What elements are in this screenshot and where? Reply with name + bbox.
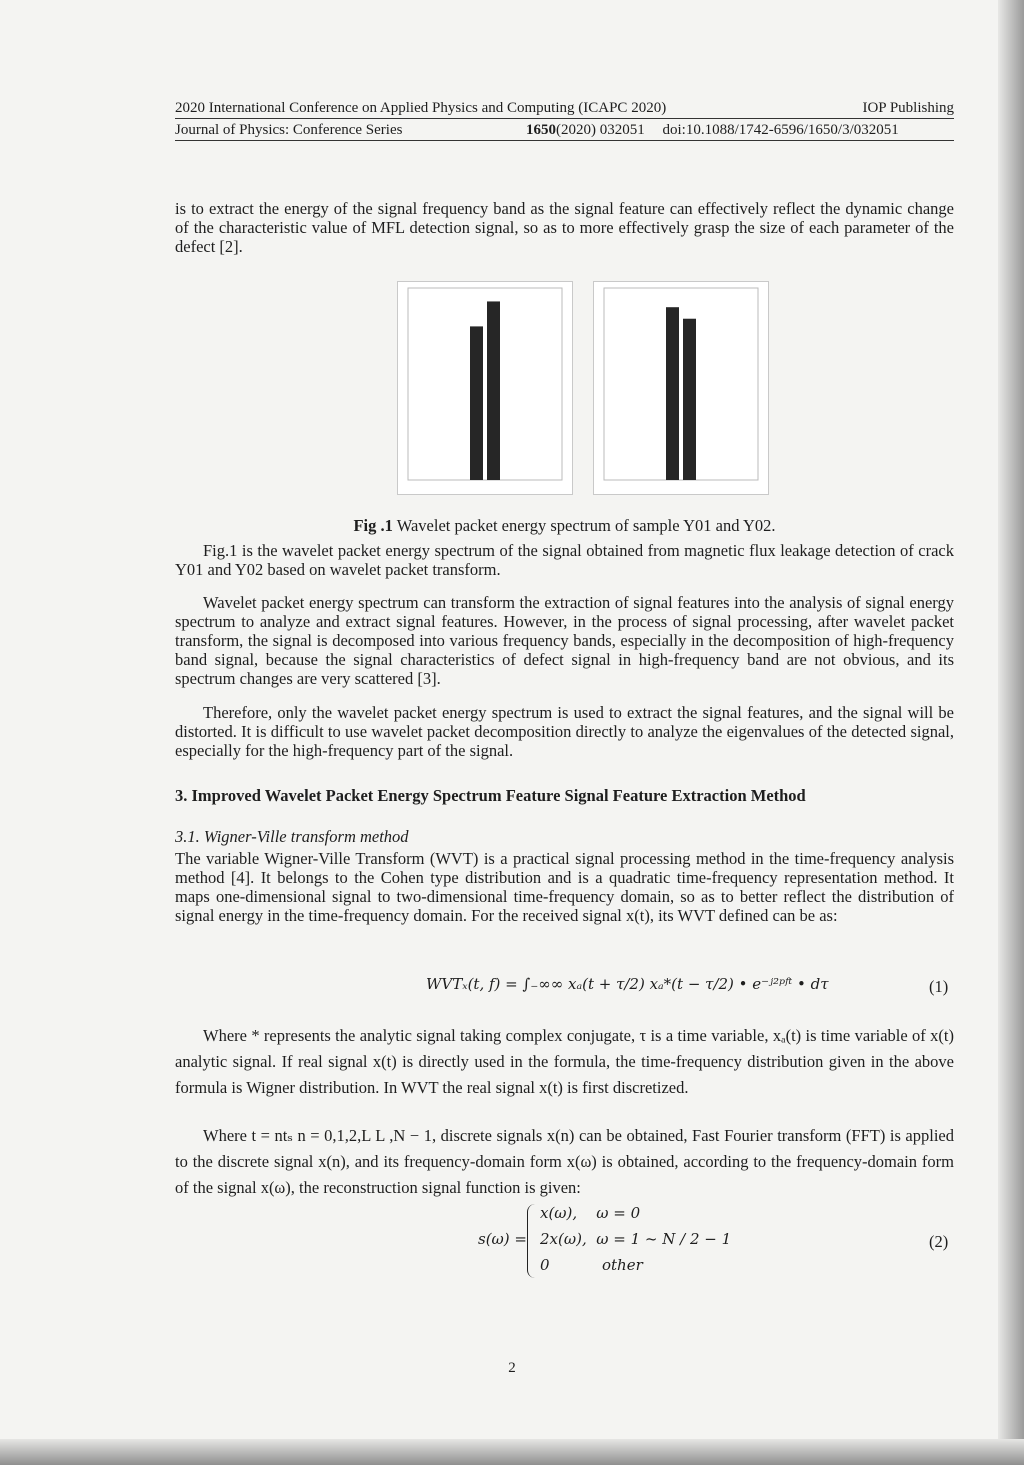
paragraph-wvt-definitions: Where * represents the analytic signal taking complex conjugate, τ is a time variable, xₐ(t) is time variable of x(t) analytic signal. If real signal x(t) is directly used in the formula, the time-frequency distribution given in the above formula is Wigner distribution. In WVT the real signal x(t) is first discretized.: [175, 1026, 954, 1097]
figure-caption-label: Fig .1: [353, 516, 393, 535]
header-rule-top: [175, 118, 954, 119]
equation-1: WVTₓ(t, f) = ∫₋∞∞ xₐ(t + τ/2) xₐ*(t − τ/2) • e⁻ʲ²ᵖᶠᵗ • dτ: [426, 975, 829, 993]
chart-bar-1: [470, 326, 483, 480]
paragraph-wvt-intro: The variable Wigner-Ville Transform (WVT) is a practical signal processing method in the time-frequency analysis method [4]. It belongs to the Cohen type distribution and is a quadratic time-frequency representation method. It maps one-dimensional signal to two-dimensional time-frequency domain, so as to better reflect the distribution of signal energy in the time-frequency domain. For the received signal x(t), its WVT defined can be as:: [175, 849, 954, 925]
figure-caption: [175, 516, 954, 536]
equation-2-case-3: 0 other: [540, 1256, 643, 1274]
intro-paragraph: is to extract the energy of the signal frequency band as the signal feature can effectively reflect the dynamic change of the characteristic value of MFL detection signal, so as to more effectively grasp the size of each parameter of the defect [2].: [175, 199, 954, 256]
chart-panel-y02: [593, 281, 769, 495]
equation-2-lhs: s(ω) =: [478, 1230, 527, 1248]
chart-svg-y01: [398, 282, 572, 494]
chart-bar-1: [666, 307, 679, 480]
header-doi: doi:10.1088/1742-6596/1650/3/032051: [662, 122, 899, 138]
section-heading-3: 3. Improved Wavelet Packet Energy Spectrum Feature Signal Feature Extraction Method: [175, 786, 806, 805]
figure-caption-text: Wavelet packet energy spectrum of sample Y01 and Y02.: [392, 516, 776, 535]
paragraph-distortion: Therefore, only the wavelet packet energy spectrum is used to extract the signal features, and the signal will be distorted. It is difficult to use wavelet packet decomposition directly to analyze the eigenvalues of the detected signal, especially for the high-frequency part of the signal.: [175, 703, 954, 760]
equation-2-case-1: x(ω), ω = 0: [540, 1204, 641, 1222]
paragraph-energy-spectrum: Wavelet packet energy spectrum can transform the extraction of signal features into the analysis of signal energy spectrum to analyze and extract signal features. However, in the process of signal processing, after wavelet packet transform, the signal is decomposed into various frequency bands, especially in the decomposition of high-frequency band signal, because the signal characteristics of defect signal in high-frequency band are not obvious, and its spectrum changes are very scattered [3].: [175, 593, 954, 688]
header-volume: 1650: [526, 122, 556, 138]
equation-1-number: (1): [929, 977, 949, 996]
paragraph-discretization: Where t = ntₛ n = 0,1,2,L L ,N − 1, discrete signals x(n) can be obtained, Fast Fourier transform (FFT) is applied to the discrete signal x(n), and its frequency-domain form x(ω) is obtained, according to the frequency-domain form of the signal x(ω), the reconstruction signal function is given:: [175, 1126, 954, 1197]
paragraph-fig-description: Fig.1 is the wavelet packet energy spectrum of the signal obtained from magnetic flux leakage detection of crack Y01 and Y02 based on wavelet packet transform.: [175, 541, 954, 579]
chart-bar-2: [487, 301, 500, 480]
page-number: 2: [508, 1360, 516, 1376]
scan-edge-right: [998, 0, 1024, 1465]
header-rule-bottom: [175, 140, 954, 141]
plot-area: [604, 288, 758, 480]
scan-edge-bottom: [0, 1439, 1024, 1465]
chart-panel-y01: [397, 281, 573, 495]
header-conference: 2020 International Conference on Applied Physics and Computing (ICAPC 2020): [175, 100, 667, 116]
chart-bar-2: [683, 319, 696, 480]
equation-2-number: (2): [929, 1232, 949, 1251]
header-citation: [526, 121, 899, 139]
chart-svg-y02: [594, 282, 768, 494]
subsection-heading-3-1: 3.1. Wigner-Ville transform method: [175, 827, 409, 846]
plot-area: [408, 288, 562, 480]
equation-2-case-2: 2x(ω), ω = 1 ~ N / 2 − 1: [540, 1230, 732, 1248]
header-journal: Journal of Physics: Conference Series: [175, 122, 403, 138]
header-volume-rest: (2020) 032051: [556, 122, 645, 138]
header-publisher: IOP Publishing: [862, 100, 954, 116]
equation-2-brace: [527, 1204, 536, 1278]
